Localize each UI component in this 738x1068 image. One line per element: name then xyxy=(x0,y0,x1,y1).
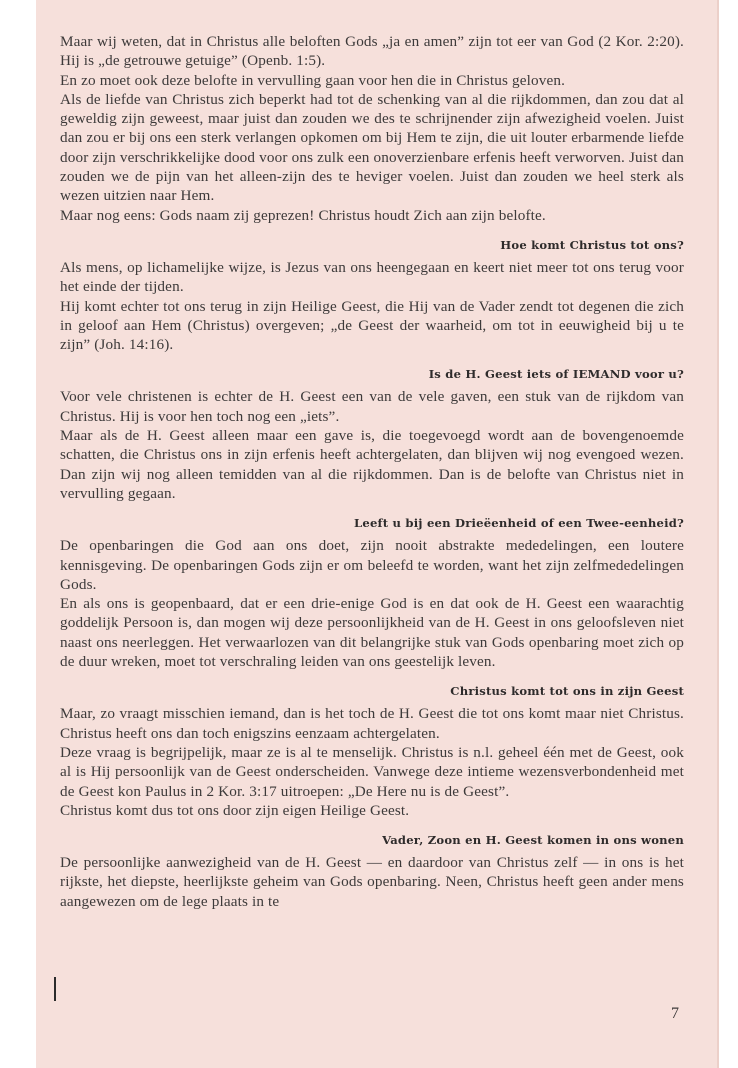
paragraph: Als de liefde van Christus zich beperkt had tot de schenking van al die rijkdommen, dan zou dat al geweldig zijn geweest, maar juist dan zouden we des te schrijnender zijn afwezigheid voelen. Juist dan zou er bij ons een sterk verlangen opkomen om bij Hem te zijn, die uit louter erbarmende liefde door zijn verschrikkelijke dood voor ons zulk een onoverzienbare erfenis heeft verworven. Juist dan zouden we de pijn van het alleen-zijn des te heviger voelen. Juist dan zouden we heel sterk als wezen uitzien naar Hem. xyxy=(60,90,684,205)
paragraph: Maar wij weten, dat in Christus alle beloften Gods „ja en amen” zijn tot eer van God (2 Kor. 2:20). Hij is „de getrouwe getuige” (Openb. 1:5). xyxy=(60,33,684,70)
section-heading: Christus komt tot ons in zijn Geest xyxy=(450,684,684,699)
paragraph: Christus komt dus tot ons door zijn eigen Heilige Geest. xyxy=(60,801,410,819)
paragraph: De persoonlijke aanwezigheid van de H. Geest — en daardoor van Christus zelf — in ons is het rijkste, het diepste, heerlijkste geheim van Gods openbaring. Neen, Christus heeft geen ander mens aangewezen om de lege plaats in te xyxy=(60,854,684,910)
page-content xyxy=(60,32,684,911)
paragraph: En zo moet ook deze belofte in vervulling gaan voor hen die in Christus geloven. xyxy=(60,71,566,89)
paragraph: Hij komt echter tot ons terug in zijn Heilige Geest, die Hij van de Vader zendt tot degenen die zich in geloof aan Hem (Christus) overgeven; „de Geest der waarheid, om tot in eeuwigheid bij u te zijn” (Joh. 14:16). xyxy=(60,297,684,354)
paragraph: De openbaringen die God aan ons doet, zijn nooit abstrakte mededelingen, een loutere kennisgeving. De openbaringen Gods zijn er om beleefd te worden, want het zijn zelfmededelingen Gods. xyxy=(60,537,684,593)
paragraph: Als mens, op lichamelijke wijze, is Jezus van ons heengegaan en keert niet meer tot ons terug voor het einde der tijden. xyxy=(60,258,684,296)
paragraph: Maar, zo vraagt misschien iemand, dan is het toch de H. Geest die tot ons komt maar niet Christus. Christus heeft ons dan toch enigszins eenzaam achtergelaten. xyxy=(60,705,684,742)
paragraph: Maar nog eens: Gods naam zij geprezen! Christus houdt Zich aan zijn belofte. xyxy=(60,206,546,224)
paragraph: Voor vele christenen is echter de H. Geest een van de vele gaven, een stuk van de rijkdom van Christus. Hij is voor hen toch nog een „iets”. xyxy=(60,388,684,425)
section-heading: Is de H. Geest iets of IEMAND voor u? xyxy=(428,367,684,382)
section-heading: Vader, Zoon en H. Geest komen in ons wonen xyxy=(382,833,684,848)
section-heading: Hoe komt Christus tot ons? xyxy=(500,237,684,252)
paragraph: En als ons is geopenbaard, dat er een drie-enige God is en dat ook de H. Geest een waarachtig goddelijk Persoon is, dan mogen wij deze persoonlijkheid van de H. Geest in ons geloofsleven niet naast ons neerleggen. Het verwaarlozen van dit belangrijke stuk van Gods openbaring moet zich op de duur wreken, moet tot verschraling leiden van ons geestelijk leven. xyxy=(60,595,684,671)
margin-mark xyxy=(54,977,56,1001)
paragraph: Maar als de H. Geest alleen maar een gave is, die toegevoegd wordt aan de bovengenoemde schatten, die Christus ons in zijn erfenis heeft achtergelaten, dan blijven wij nog evengoed wezen. Dan zijn wij nog alleen temidden van al die rijkdommen. Dan is de belofte van Christus niet in vervulling gegaan. xyxy=(60,427,684,502)
page-number: 7 xyxy=(671,1005,679,1022)
book-page xyxy=(36,0,719,1068)
section-heading: Leeft u bij een Drieëenheid of een Twee-eenheid? xyxy=(354,516,684,531)
paragraph: Deze vraag is begrijpelijk, maar ze is al te menselijk. Christus is n.l. geheel één met de Geest, ook al is Hij persoonlijk van de Geest onderscheiden. Vanwege deze intieme wezensverbondenheid met de Geest kon Paulus in 2 Kor. 3:17 uitroepen: „De Here nu is de Geest”. xyxy=(60,743,684,800)
